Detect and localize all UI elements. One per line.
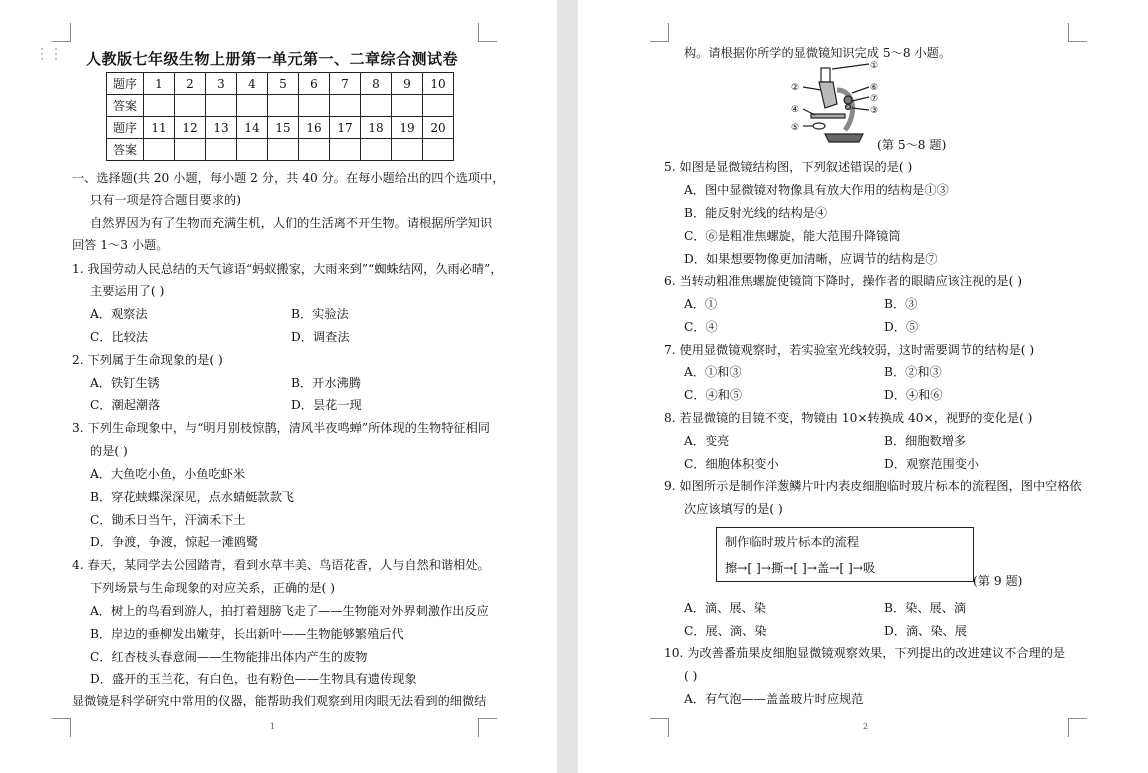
question-9-cont: 次应该填写的是( ) [684,502,783,516]
answer-table-cell: 13 [206,117,237,139]
figure-label-4: ④ [791,105,800,115]
answer-table-cell: 4 [237,73,268,95]
question-4: 4. 春天，某同学去公园踏青，看到水草丰美、鸟语花香，人与自然和谐相处。 [72,558,490,572]
answer-table-cell: 9 [392,73,423,95]
document-page-1 [0,0,557,773]
intro-text-cont: 回答 1～3 小题。 [72,238,169,252]
q3-option-a: A．大鱼吃小鱼，小鱼吃虾米 [90,467,246,481]
answer-table-cell[interactable] [392,95,423,117]
figure-label-7: ⑦ [870,94,879,104]
answer-table-cell: 6 [299,73,330,95]
stage-shape [811,114,845,118]
question-10-cont: ( ) [684,669,698,683]
answer-table-cell[interactable] [299,139,330,161]
answer-table-cell[interactable] [361,139,392,161]
q3-option-c: C．锄禾日当午，汗滴禾下土 [90,513,246,527]
microscope-intro-cont: 构。请根据你所学的显微镜知识完成 5～8 小题。 [684,46,952,60]
q9-option-b: B．染、展、滴 [884,601,967,615]
answer-table-cell: 12 [175,117,206,139]
answer-table-cell[interactable] [423,95,454,117]
mirror-shape [813,123,825,129]
figure-caption: (第 5～8 题) [877,138,947,152]
answer-table-cell: 17 [330,117,361,139]
crop-mark-bottom-left [650,718,669,737]
q10-option-a: A．有气泡——盖盖玻片时应规范 [684,692,864,706]
answer-table-cell: 19 [392,117,423,139]
question-7: 7. 使用显微镜观察时，若实验室光线较弱，这时需要调节的结构是( ) [664,343,1035,357]
figure-label-3: ③ [870,106,879,116]
q2-option-b: B．开水沸腾 [291,376,361,390]
question-4-cont: 下列场景与生命现象的对应关系，正确的是( ) [90,581,335,595]
q8-option-b: B．细胞数增多 [884,434,967,448]
answer-table-cell[interactable] [206,95,237,117]
question-8: 8. 若显微镜的目镜不变，物镜由 10×转换成 40×，视野的变化是( ) [664,411,1033,425]
q1-option-c: C．比较法 [90,330,149,344]
page-title: 人教版七年级生物上册第一单元第一、二章综合测试卷 [86,50,459,68]
question-5: 5. 如图是显微镜结构图，下列叙述错误的是( ) [664,160,913,174]
crop-mark-top-left [650,23,669,42]
answer-table-row [107,73,454,95]
q4-option-a: A．树上的鸟看到游人，拍打着翅膀飞走了——生物能对外界刺激作出反应 [90,604,489,618]
answer-table-cell[interactable] [175,139,206,161]
q8-option-d: D．观察范围变小 [884,457,980,471]
answer-table [106,72,454,161]
q1-option-b: B．实验法 [291,307,349,321]
q6-option-a: A．① [684,297,718,311]
q2-option-d: D．昙花一现 [291,398,362,412]
question-2: 2. 下列属于生命现象的是( ) [72,353,223,367]
microscope-intro: 显微镜是科学研究中常用的仪器，能帮助我们观察到用肉眼无法看到的细微结 [72,694,487,708]
answer-table-header-cell: 题序 [107,117,144,139]
section-heading: 一、选择题(共 20 小题，每小题 2 分，共 40 分。在每小题给出的四个选项中， [72,171,505,185]
answer-table-cell: 20 [423,117,454,139]
q4-option-c: C．红杏枝头春意闹——生物能排出体内产生的废物 [90,650,368,664]
answer-table-cell[interactable] [237,139,268,161]
answer-table-cell[interactable] [361,95,392,117]
fine-knob-shape [846,105,851,110]
question-1-cont: 主要运用了( ) [90,284,165,298]
q4-option-b: B．岸边的垂柳发出嫩芽，长出新叶——生物能够繁殖后代 [90,627,404,641]
q4-option-d: D．盛开的玉兰花，有白色，也有粉色——生物具有遗传现象 [90,672,417,686]
answer-table-cell[interactable] [299,95,330,117]
section-heading-cont: 只有一项是符合题目要求的) [90,193,242,207]
q9-option-a: A．滴、展、染 [684,601,766,615]
crop-mark-top-left [52,23,71,42]
q6-option-b: B．③ [884,297,918,311]
answer-table-cell: 11 [144,117,175,139]
body-tube-shape [819,82,837,108]
drag-handle-icon[interactable]: ⋮⋮ [35,46,63,62]
q8-option-c: C．细胞体积变小 [684,457,779,471]
answer-table-header-cell: 题序 [107,73,144,95]
crop-mark-top-right [1068,23,1087,42]
question-1: 1. 我国劳动人民总结的天气谚语“蚂蚁搬家，大雨来到”“蜘蛛结网，久雨必晴”， [72,262,503,276]
flowchart-box [716,527,974,582]
answer-table-cell[interactable] [268,139,299,161]
coarse-knob-shape [844,96,852,104]
answer-table-cell[interactable] [268,95,299,117]
intro-text: 自然界因为有了生物而充满生机，人们的生活离不开生物。请根据所学知识 [90,216,493,230]
answer-table-cell: 14 [237,117,268,139]
crop-mark-bottom-left [52,718,71,737]
q2-option-c: C．潮起潮落 [90,398,161,412]
answer-table-cell: 18 [361,117,392,139]
answer-table-cell[interactable] [206,139,237,161]
flowchart-steps: 擦→[ ]→撕→[ ]→盖→[ ]→吸 [725,561,876,575]
answer-table-cell[interactable] [392,139,423,161]
q7-option-c: C．④和⑤ [684,388,743,402]
answer-table-row [107,117,454,139]
answer-table-cell: 15 [268,117,299,139]
q7-option-a: A．①和③ [684,365,742,379]
q3-option-b: B．穿花蛱蝶深深见，点水蜻蜓款款飞 [90,490,294,504]
page-number: 2 [863,722,869,731]
q5-option-c: C．⑥是粗准焦螺旋，能大范围升降镜筒 [684,229,901,243]
answer-table-cell[interactable] [237,95,268,117]
q9-option-c: C．展、滴、染 [684,624,767,638]
document-page-2 [578,0,1148,773]
q8-option-a: A．变亮 [684,434,730,448]
answer-table-cell: 3 [206,73,237,95]
page-gutter [557,0,578,773]
q2-option-a: A．铁钉生锈 [90,376,160,390]
figure-label-6: ⑥ [870,83,879,93]
answer-table-cell: 2 [175,73,206,95]
answer-table-cell[interactable] [144,139,175,161]
answer-table-row [107,95,454,117]
page-number: 1 [270,722,276,731]
q5-option-d: D．如果想要物像更加清晰，应调节的结构是⑦ [684,252,938,266]
answer-table-cell: 16 [299,117,330,139]
answer-table-cell[interactable] [144,95,175,117]
crop-mark-bottom-right [1068,718,1087,737]
q7-option-b: B．②和③ [884,365,942,379]
q3-option-d: D．争渡，争渡，惊起一滩鸥鹭 [90,535,259,549]
answer-table-cell: 7 [330,73,361,95]
question-3-cont: 的是( ) [90,444,128,458]
q5-option-b: B．能反射光线的结构是④ [684,206,828,220]
answer-table-cell[interactable] [330,95,361,117]
answer-table-cell[interactable] [423,139,454,161]
q1-option-a: A．观察法 [90,307,148,321]
answer-table-cell: 10 [423,73,454,95]
answer-table-cell[interactable] [330,139,361,161]
question-9: 9. 如图所示是制作洋葱鳞片叶内表皮细胞临时玻片标本的流程图，图中空格依 [664,479,1082,493]
base-shape [825,134,863,142]
flowchart-title: 制作临时玻片标本的流程 [725,535,860,549]
crop-mark-bottom-right [478,718,497,737]
figure-label-2: ② [791,83,800,93]
q1-option-d: D．调查法 [291,330,350,344]
q9-option-d: D．滴、染、展 [884,624,967,638]
answer-table-row [107,139,454,161]
question-3: 3. 下列生命现象中，与“明月别枝惊鹊，清风半夜鸣蝉”所体现的生物特征相同 [72,421,490,435]
q5-option-a: A．图中显微镜对物像具有放大作用的结构是①③ [684,183,949,197]
answer-table-cell: 8 [361,73,392,95]
figure-label-1: ① [870,61,879,71]
answer-table-cell: 1 [144,73,175,95]
figure-label-5: ⑤ [791,123,800,133]
question-10: 10. 为改善番茄果皮细胞显微镜观察效果，下列提出的改进建议不合理的是 [664,646,1066,660]
eyepiece-shape [821,68,830,82]
q7-option-d: D．④和⑥ [884,388,943,402]
answer-table-header-cell: 答案 [107,139,144,161]
q6-option-d: D．⑤ [884,320,919,334]
flowchart-caption: (第 9 题) [973,574,1023,588]
answer-table-cell: 5 [268,73,299,95]
answer-table-header-cell: 答案 [107,95,144,117]
crop-mark-top-right [478,23,497,42]
answer-table-cell[interactable] [175,95,206,117]
question-6: 6. 当转动粗准焦螺旋使镜筒下降时，操作者的眼睛应该注视的是( ) [664,274,1022,288]
q6-option-c: C．④ [684,320,718,334]
